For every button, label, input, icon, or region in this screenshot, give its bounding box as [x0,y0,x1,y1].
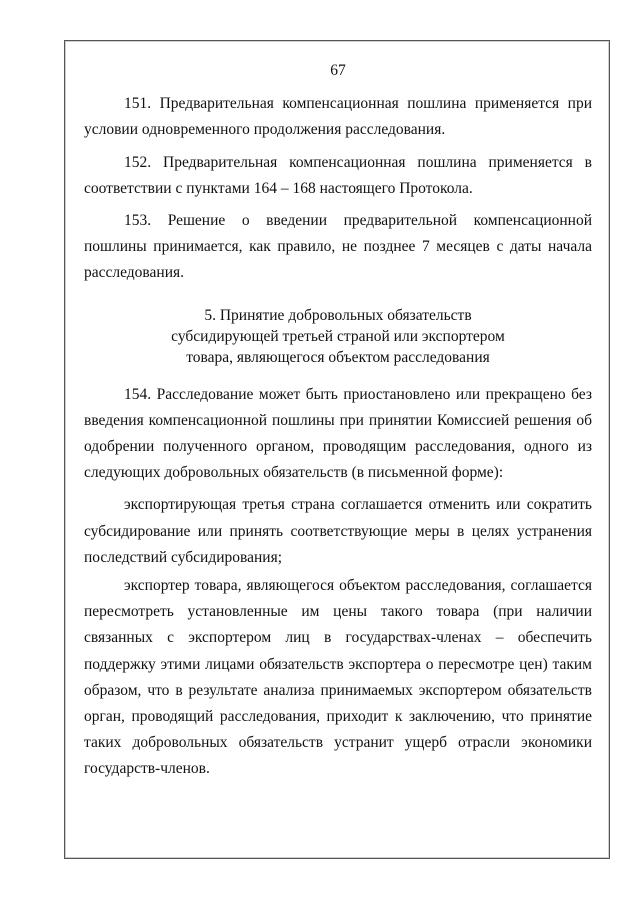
section-heading-line: товара, являющегося объектом расследования [186,348,490,366]
paragraph-153: 153. Решение о введении предварительной компенсационной пошлины принимается, как правило, не позднее 7 месяцев с даты начала расследования. [84,212,592,282]
paragraph-154: 154. Расследование может быть приостановлено или прекращено без введения компенсационной пошлины при принятии Комиссией решения об одобрении полученного органом, проводящим расследования, одного из следующих добровольных обязательств (в письменной форме): [84,385,592,482]
section-heading-line: субсидирующей третьей страной или экспортером [171,327,505,345]
document-page [84,58,592,789]
paragraph-152: 152. Предварительная компенсационная пошлина применяется в соответствии с пунктами 164 – 168 настоящего Протокола. [84,153,592,197]
paragraph-151: 151. Предварительная компенсационная пошлина применяется при условии одновременного продолжения расследования. [84,95,592,139]
section-heading-line: 5. Принятие добровольных обязательств [204,306,472,324]
obligation-item-country: экспортирующая третья страна соглашается отменить или сократить субсидирование или принять соответствующие меры в целях устранения последствий субсидирования; [84,496,592,566]
obligation-item-exporter: экспортер товара, являющегося объектом расследования, соглашается пересмотреть установленные им цены такого товара (при наличии связанных с экспортером лиц в государствах-членах – обеспечить поддержку этими лицами обязательств экспортера о пересмотре цен) таким образом, что в результате анализа принимаемых экспортером обязательств орган, проводящий расследования, приходит к заключению, что принятие таких добровольных обязательств устранит ущерб отрасли экономики государств-членов. [84,577,592,778]
section-heading [84,305,592,368]
page-number: 67 [330,62,346,79]
